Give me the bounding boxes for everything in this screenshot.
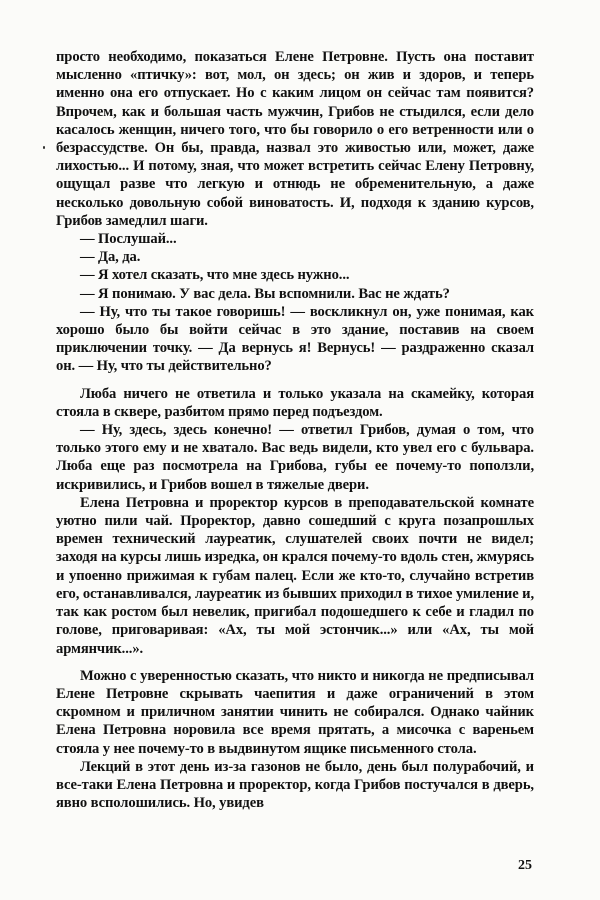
dialogue-line: — Послушай...	[80, 231, 177, 248]
ink-speck	[43, 146, 45, 149]
paragraph: — Ну, что ты такое говоришь! — воскликнул он, уже понимая, как хорошо было бы войти сейчас в это здание, поставив на своем приключении точку. — Да вернусь я! Вернусь! — раздраженно сказал он. — Ну, что ты действительно?	[56, 303, 534, 375]
dialogue-line: — Да, да.	[80, 249, 141, 266]
paragraph: Елена Петровна и проректор курсов в преподавательской комнате уютно пили чай. Проректор, давно сошедший с круга позапрошлых времен технический лауреатик, слушателей своих почти не видел; заходя на курсы лишь изредка, он крался почему-то вдоль стен, жмурясь и упоенно прижимая к губам палец. Если же кто-то, случайно встретив его, останавливался, лауреатик из бывших приходил в тихое умиление и, так как ростом был невелик, пригибал подошедшего к себе и гладил по голове, приговаривая: «Ах, ты мой эстончик...» или «Ах, ты мой армянчик...».	[56, 494, 534, 657]
paragraph: — Ну, здесь, здесь конечно! — ответил Грибов, думая о том, что только этого ему и не хватало. Вас ведь видели, кто увел его с бульвара. Люба еще раз посмотрела на Грибова, губы ее почему-то поползли, искривились, и Грибов вошел в тяжелые двери.	[56, 422, 534, 493]
paragraph: Лекций в этот день из-за газонов не было, день был полурабочий, и все-таки Елена Петровна и проректор, когда Грибов постучался в дверь, явно всполошились. Но, увидев	[56, 758, 534, 812]
page-number: 25	[518, 858, 532, 873]
dialogue-line: — Я понимаю. У вас дела. Вы вспомнили. Вас не ждать?	[80, 285, 450, 302]
dialogue-line: — Я хотел сказать, что мне здесь нужно...	[80, 267, 350, 284]
text-column	[56, 48, 534, 812]
paragraph-continuation: просто необходимо, показаться Елене Петровне. Пусть она поставит мысленно «птичку»: вот, мол, он здесь; он жив и здоров, и теперь именно она его отпускает. Но с каким лицом он сейчас там появится? Впрочем, как и большая часть мужчин, Грибов не стыдился, если дело касалось женщин, ничего того, что бы говорило о его ветренности или о безрассудстве. Он бы, правда, назвал это живостью или, может, даже лихостью... И потому, зная, что может встретить сейчас Елену Петровну, ощущал разве что легкую и отнюдь не обременительную, а даже несколько довольную собой виноватость. И, подходя к зданию курсов, Грибов замедлил шаги.	[56, 49, 534, 229]
paragraph: Можно с уверенностью сказать, что никто и никогда не предписывал Елене Петровне скрывать чаепития и даже ограничений в этом скромном и приличном занятии чинить не собирался. Однако чайник Елена Петровна норовила все время прятать, а мисочка с вареньем стояла у нее почему-то в выдвинутом ящике письменного стола.	[56, 667, 534, 757]
paragraph: Люба ничего не ответила и только указала на скамейку, которая стояла в сквере, разбитом прямо перед подъездом.	[56, 385, 534, 420]
